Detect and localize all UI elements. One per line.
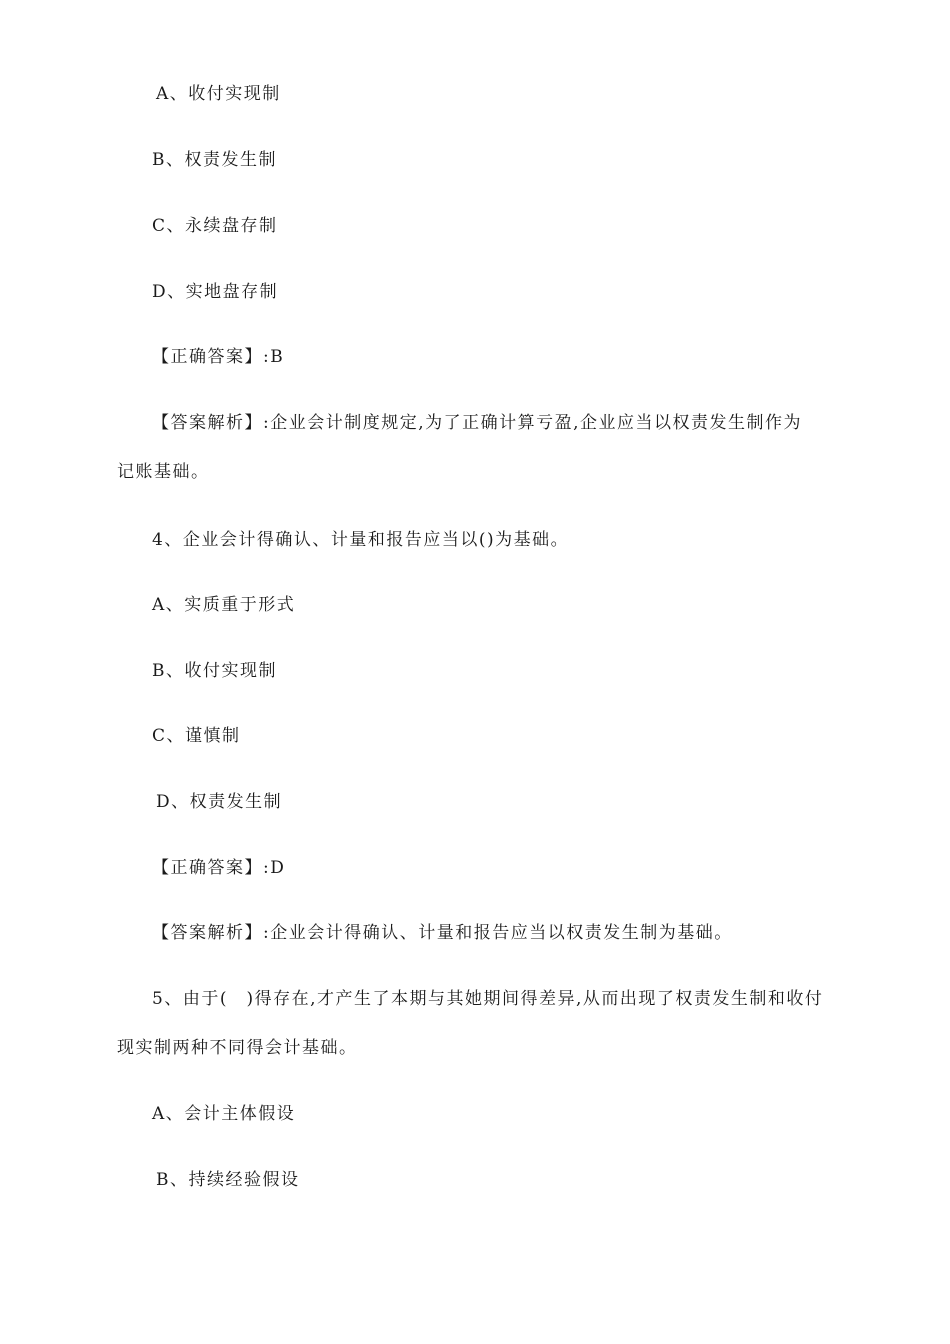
q5-question-line-2: 现实制两种不同得会计基础。 — [117, 1038, 358, 1058]
q3-option-c: C、永续盘存制 — [152, 216, 278, 236]
q4-question: 4、企业会计得确认、计量和报告应当以()为基础。 — [152, 530, 570, 550]
q4-option-a: A、实质重于形式 — [152, 595, 296, 615]
q5-option-b: B、持续经验假设 — [156, 1170, 300, 1190]
q3-analysis-line-1: 【答案解析】:企业会计制度规定,为了正确计算亏盈,企业应当以权责发生制作为 — [152, 413, 803, 433]
q4-option-d: D、权责发生制 — [156, 792, 283, 812]
q4-option-b: B、收付实现制 — [152, 661, 277, 681]
q4-correct-answer: 【正确答案】:D — [152, 858, 286, 878]
q5-option-a: A、会计主体假设 — [152, 1104, 296, 1124]
q3-analysis-line-2: 记账基础。 — [117, 462, 210, 482]
q3-correct-answer: 【正确答案】:B — [152, 347, 285, 367]
q4-analysis: 【答案解析】:企业会计得确认、计量和报告应当以权责发生制为基础。 — [152, 923, 733, 943]
q3-option-b: B、权责发生制 — [152, 150, 277, 170]
q4-option-c: C、谨慎制 — [152, 726, 241, 746]
q5-question-line-1: 5、由于( )得存在,才产生了本期与其她期间得差异,从而出现了权责发生制和收付 — [152, 989, 824, 1009]
q3-option-d: D、实地盘存制 — [152, 282, 279, 302]
q3-option-a: A、收付实现制 — [156, 84, 281, 104]
